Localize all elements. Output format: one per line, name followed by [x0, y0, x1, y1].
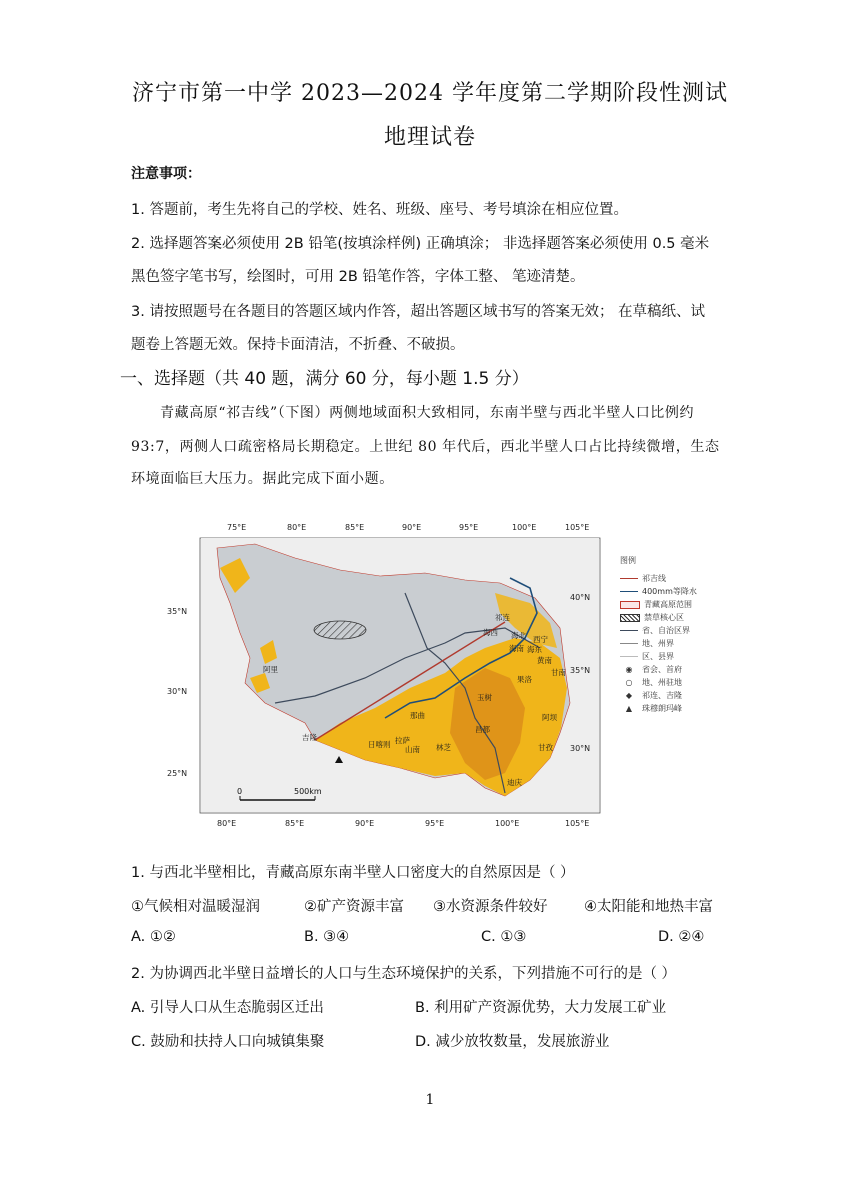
place-label: 西宁 — [533, 635, 548, 644]
lon-label: 80°E — [287, 523, 307, 532]
lon-label: 105°E — [565, 819, 590, 828]
lat-label: 30°N — [167, 687, 188, 696]
lon-label: 95°E — [459, 523, 479, 532]
lon-label: 100°E — [495, 819, 520, 828]
place-label: 甘孜 — [538, 743, 553, 752]
place-label: 果洛 — [517, 675, 532, 684]
scale-distance-label: 500km — [294, 787, 322, 796]
legend-item — [620, 650, 720, 663]
lon-label: 80°E — [217, 819, 237, 828]
legend-item: ○ 地、州驻地 — [625, 677, 682, 687]
question-1-option-b[interactable]: B. ③④ — [304, 929, 350, 945]
place-label: 甘南 — [551, 668, 566, 677]
intro-line: 青藏高原“祁吉线”（下图）两侧地域面积大致相同，东南半壁与西北半壁人口比例约 — [160, 405, 695, 421]
note-line: 1. 答题前，考生先将自己的学校、姓名、班级、座号、考号填涂在相应位置。 — [131, 202, 628, 218]
legend-label: 青藏高原范围 — [644, 600, 692, 609]
notes-heading: 注意事项： — [131, 166, 201, 182]
place-label: 阿坝 — [542, 713, 557, 722]
question-1-stem: 1. 与西北半壁相比，青藏高原东南半壁人口密度大的自然原因是（ ） — [131, 865, 575, 881]
legend-label: 禁草核心区 — [644, 613, 684, 622]
lon-label: 85°E — [285, 819, 305, 828]
legend-item: ◆ 祁连、吉隆 — [625, 690, 682, 700]
lat-label: 40°N — [570, 593, 591, 602]
legend-label: 省、自治区界 — [642, 626, 690, 635]
note-line: 2. 选择题答案必须使用 2B 铅笔(按填涂样例) 正确填涂； 非选择题答案必须使用 0.5 毫米 — [131, 236, 710, 252]
place-label: 黄南 — [537, 656, 552, 665]
place-label: 玉树 — [477, 693, 492, 702]
note-line: 黑色签字笔书写，绘图时，可用 2B 铅笔作答，字体工整、 笔迹清楚。 — [131, 269, 585, 285]
lat-label: 30°N — [570, 744, 591, 753]
place-label: 山南 — [405, 745, 420, 754]
place-label: 迪庆 — [507, 778, 522, 787]
grassland-core-area — [314, 621, 366, 639]
top-longitude-labels — [227, 523, 589, 532]
bottom-longitude-labels — [217, 819, 589, 828]
question-1-option-d[interactable]: D. ②④ — [658, 929, 705, 945]
tibetan-plateau-map — [165, 518, 605, 831]
legend-item — [620, 598, 720, 611]
place-label: 拉萨 — [395, 736, 410, 745]
question-1-item: ②矿产资源丰富 — [304, 899, 404, 915]
legend-item — [620, 611, 720, 624]
place-label: 祁连 — [495, 613, 510, 622]
question-2-option-d[interactable]: D. 减少放牧数量，发展旅游业 — [415, 1034, 610, 1050]
place-label: 海南 — [509, 644, 524, 653]
question-2-option-a[interactable]: A. 引导人口从生态脆弱区迁出 — [131, 1000, 324, 1016]
legend-item — [620, 585, 720, 598]
place-label: 海西 — [483, 628, 498, 637]
lon-label: 105°E — [565, 523, 590, 532]
question-1-item: ①气候相对温暖湿润 — [131, 899, 260, 915]
question-2-stem: 2. 为协调西北半壁日益增长的人口与生态环境保护的关系，下列措施不可行的是（ ） — [131, 966, 677, 982]
legend-item — [620, 572, 720, 585]
legend-item: ◉ 省会、首府 — [625, 664, 682, 674]
place-label: 阿里 — [263, 665, 278, 674]
map-legend — [620, 555, 720, 715]
lon-label: 90°E — [402, 523, 422, 532]
question-1-option-a[interactable]: A. ①② — [131, 929, 176, 945]
lat-label: 35°N — [570, 666, 591, 675]
intro-line: 93:7，两侧人口疏密格局长期稳定。上世纪 80 年代后，西北半壁人口占比持续微增，生态 — [131, 439, 720, 455]
section-heading: 一、选择题（共 40 题，满分 60 分，每小题 1.5 分） — [120, 369, 529, 389]
lon-label: 75°E — [227, 523, 247, 532]
place-label: 日喀则 — [368, 740, 391, 749]
legend-label: 400mm等降水 — [642, 587, 697, 596]
legend-label: 珠穆朗玛峰 — [642, 704, 682, 713]
place-label: 海北 — [511, 631, 526, 640]
place-label: 昌都 — [475, 725, 490, 734]
legend-label: 地、州驻地 — [642, 678, 682, 687]
place-label: 吉隆 — [302, 733, 317, 742]
legend-label: 省会、首府 — [642, 665, 682, 674]
question-1-option-c[interactable]: C. ①③ — [481, 929, 527, 945]
lon-label: 95°E — [425, 819, 445, 828]
question-1-item: ④太阳能和地热丰富 — [584, 899, 713, 915]
question-2-option-c[interactable]: C. 鼓励和扶持人口向城镇集聚 — [131, 1034, 325, 1050]
intro-line: 环境面临巨大压力。据此完成下面小题。 — [131, 471, 394, 487]
lat-label: 35°N — [167, 607, 188, 616]
legend-title: 图例 — [620, 556, 636, 565]
lat-label: 25°N — [167, 769, 188, 778]
legend-label: 祁连、吉隆 — [642, 691, 682, 700]
scale-zero-label: 0 — [237, 787, 243, 796]
legend-item — [620, 624, 720, 637]
legend-label: 祁吉线 — [642, 574, 666, 583]
left-latitude-labels — [167, 607, 187, 778]
legend-label: 地、州界 — [642, 639, 674, 648]
note-line: 题卷上答题无效。保持卡面清洁，不折叠、不破损。 — [131, 337, 465, 353]
place-label: 海东 — [527, 645, 542, 654]
lon-label: 90°E — [355, 819, 375, 828]
note-line: 3. 请按照题号在各题目的答题区域内作答，超出答题区域书写的答案无效； 在草稿纸、试 — [131, 304, 706, 320]
legend-label: 区、县界 — [642, 652, 674, 661]
place-label: 林芝 — [436, 743, 451, 752]
legend-item: ▲ 珠穆朗玛峰 — [625, 703, 682, 713]
question-2-option-b[interactable]: B. 利用矿产资源优势，大力发展工矿业 — [415, 1000, 667, 1016]
page-number: 1 — [425, 1092, 435, 1108]
question-1-item: ③水资源条件较好 — [433, 899, 548, 915]
exam-subtitle: 地理试卷 — [383, 125, 476, 150]
lon-label: 85°E — [345, 523, 365, 532]
place-label: 那曲 — [410, 711, 425, 720]
exam-title: 济宁市第一中学 2023—2024 学年度第二学期阶段性测试 — [132, 81, 728, 106]
lon-label: 100°E — [512, 523, 537, 532]
legend-item — [620, 637, 720, 650]
